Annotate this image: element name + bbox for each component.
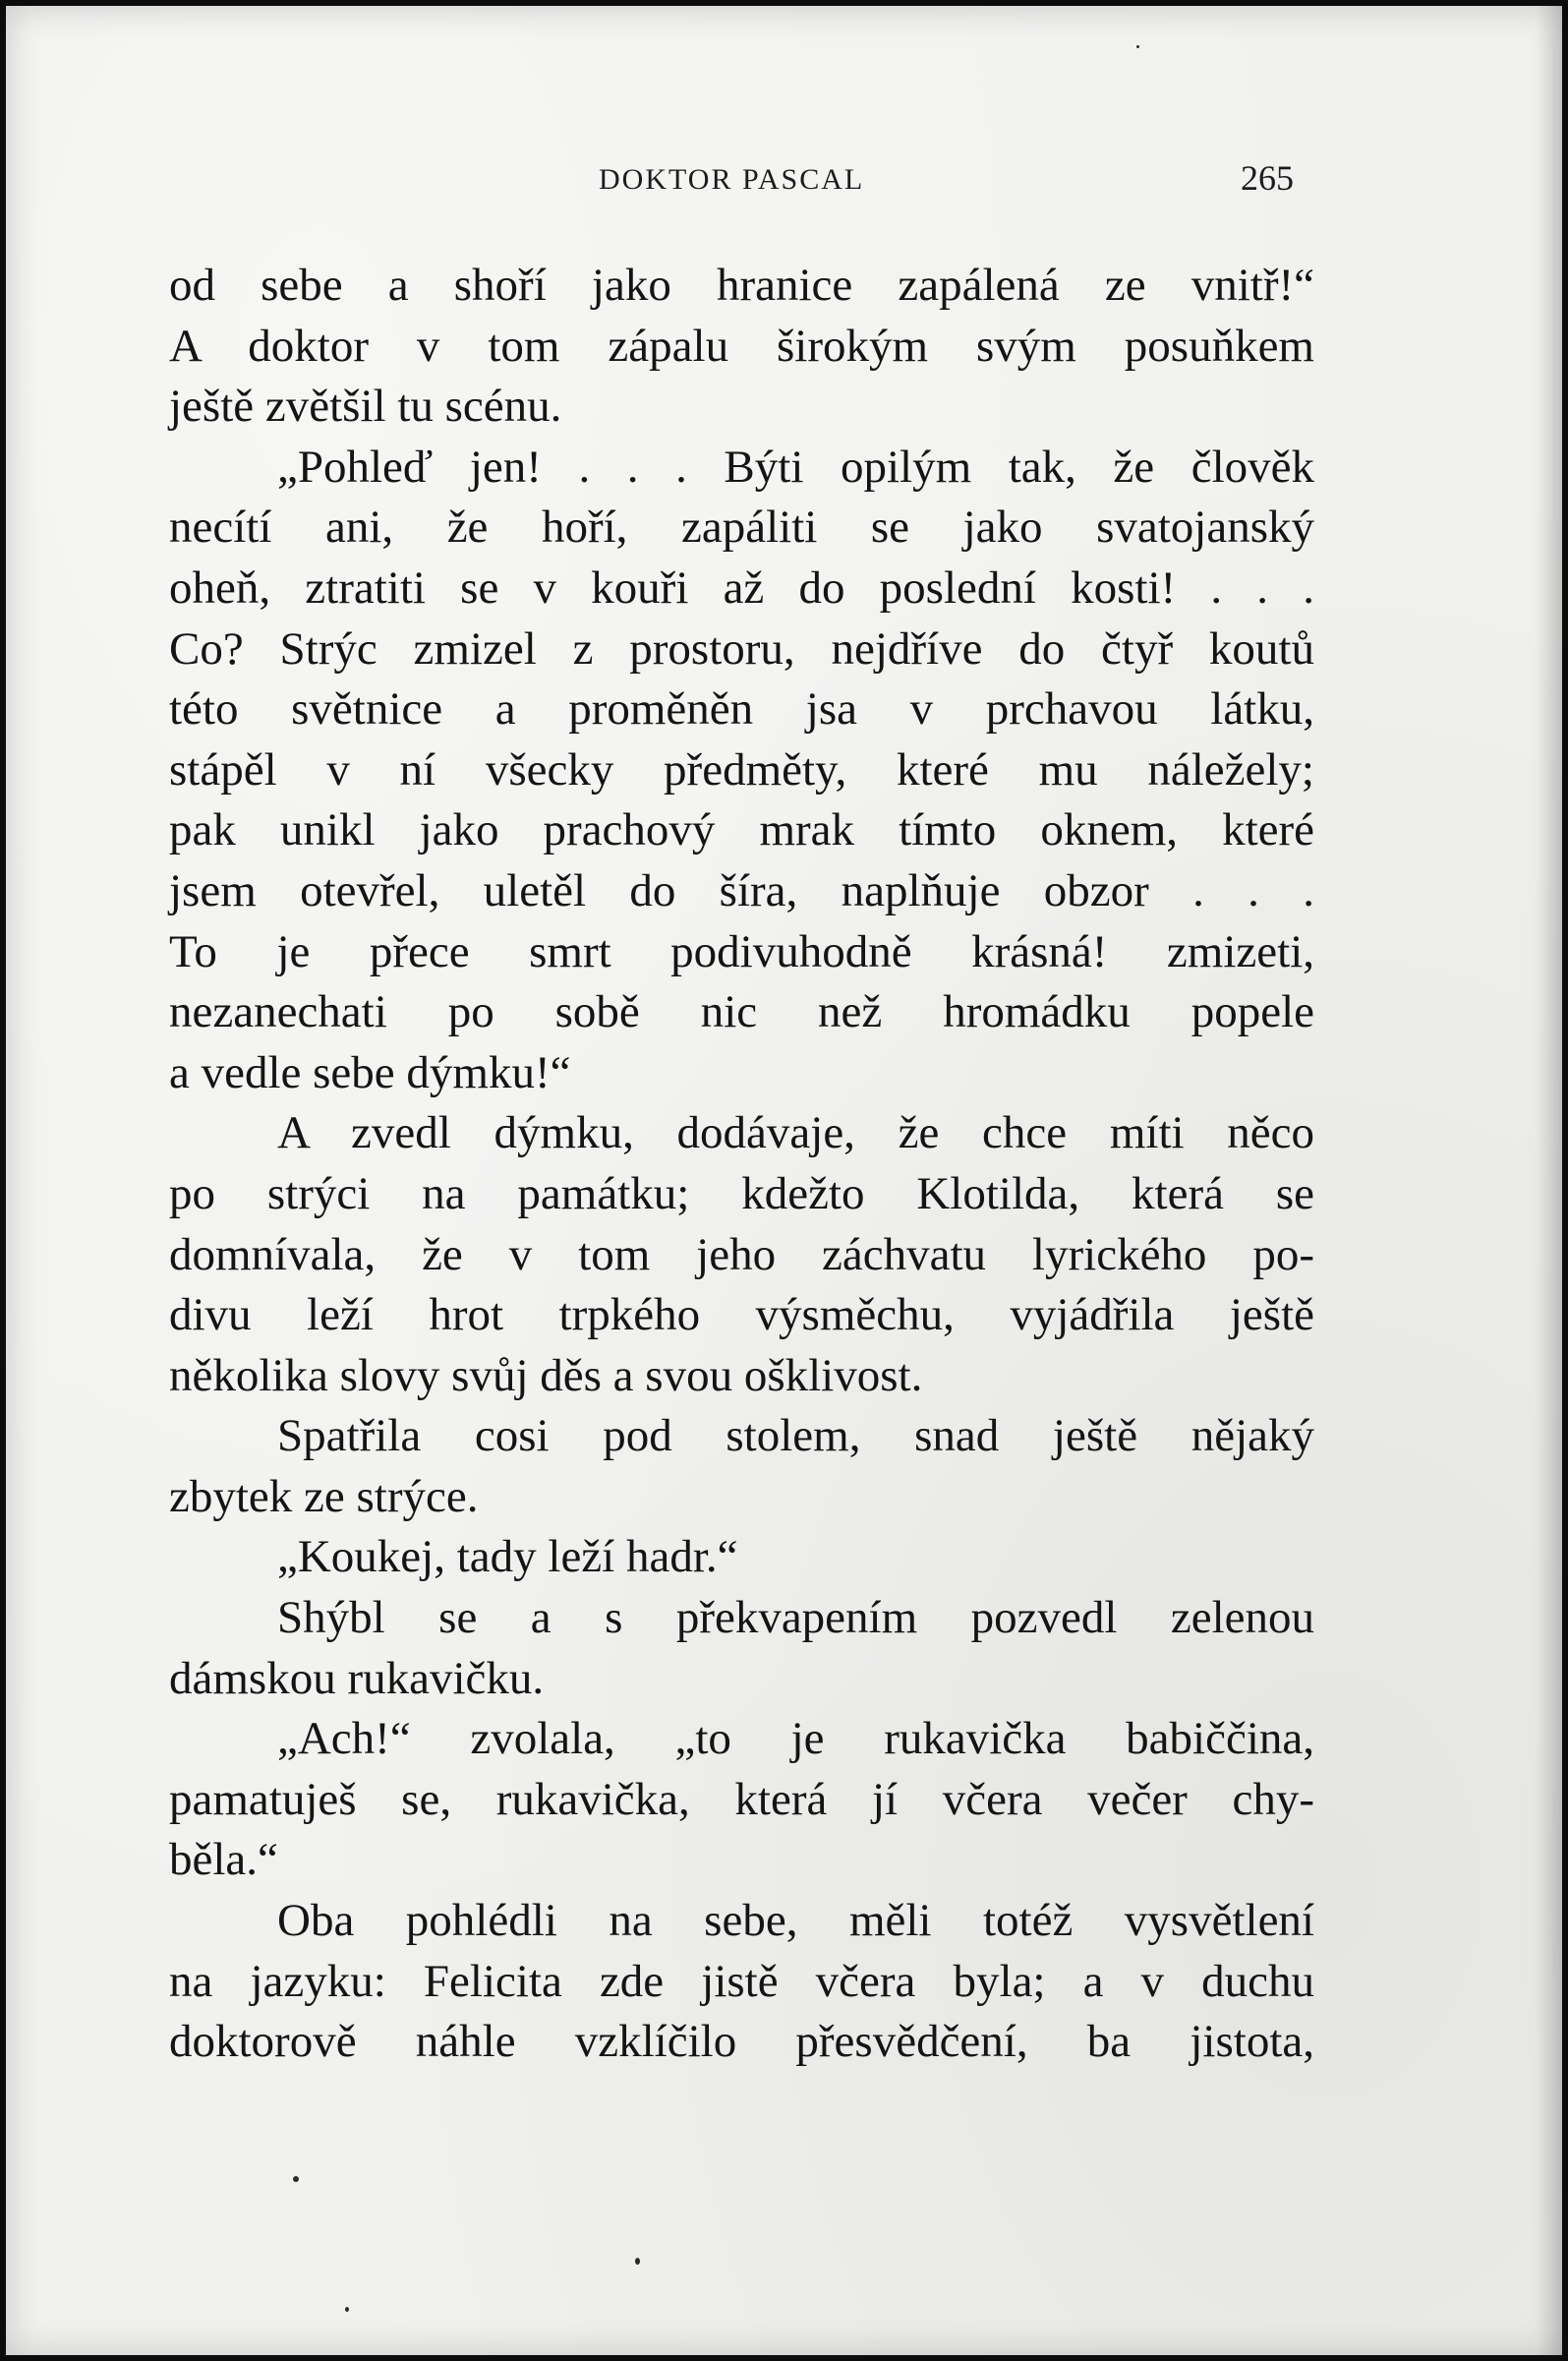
text-line: necítí ani, že hoří, zapáliti se jako svatojanský	[169, 502, 1314, 554]
text-line: „Koukej, tady leží hadr.“	[277, 1531, 738, 1583]
text-line: A doktor v tom zápalu širokým svým posuňkem	[169, 320, 1314, 372]
text-line: „Pohleď jen! . . . Býti opilým tak, že člověk	[277, 441, 1314, 493]
text-line: Shýbl se a s překvapením pozvedl zelenou	[277, 1592, 1314, 1644]
running-title: DOKTOR PASCAL	[599, 163, 865, 196]
text-line: zbytek ze strýce.	[169, 1470, 479, 1522]
print-speck	[1136, 45, 1139, 48]
text-line: pamatuješ se, rukavička, která jí včera večer chy-	[169, 1773, 1314, 1825]
text-line: nezanechati po sobě nic než hromádku popele	[169, 986, 1314, 1038]
text-line: dámskou rukavičku.	[169, 1652, 545, 1704]
text-line: a vedle sebe dýmku!“	[169, 1046, 571, 1098]
text-line: Spatřila cosi pod stolem, snad ještě nějaký	[277, 1410, 1314, 1462]
page-edge-shadow	[1537, 6, 1562, 2355]
text-line: běla.“	[169, 1834, 278, 1886]
print-speck	[635, 2258, 640, 2265]
text-line: po strýci na památku; kdežto Klotilda, která se	[169, 1167, 1314, 1219]
text-line: Co? Strýc zmizel z prostoru, nejdříve do čtyř koutů	[169, 622, 1314, 675]
text-line: několika slovy svůj děs a svou ošklivost.	[169, 1349, 923, 1401]
text-line: této světnice a proměněn jsa v prchavou látku,	[169, 683, 1314, 736]
text-line: oheň, ztratiti se v kouři až do poslední kosti! . . .	[169, 561, 1314, 614]
text-line: A zvedl dýmku, dodávaje, že chce míti něco	[277, 1107, 1314, 1159]
print-speck	[293, 2176, 299, 2182]
text-line: divu leží hrot trpkého výsměchu, vyjádřila ještě	[169, 1289, 1314, 1341]
text-line: ještě zvětšil tu scénu.	[169, 381, 562, 433]
text-line: Oba pohlédli na sebe, měli totéž vysvětlení	[277, 1895, 1314, 1947]
text-line: stápěl v ní všecky předměty, které mu náležely;	[169, 743, 1314, 796]
text-line: od sebe a shoří jako hranice zapálená ze vnitř!“	[169, 260, 1314, 311]
text-line: doktorově náhle vzklíčilo přesvědčení, ba jistota,	[169, 2016, 1314, 2068]
print-speck	[345, 2307, 349, 2312]
book-page	[6, 6, 1562, 2355]
text-line: „Ach!“ zvolala, „to je rukavička babiččina,	[277, 1713, 1314, 1765]
page-number: 265	[1241, 158, 1294, 198]
text-line: jsem otevřel, uletěl do šíra, naplňuje obzor . . .	[169, 864, 1314, 916]
text-line: domnívala, že v tom jeho záchvatu lyrického po-	[169, 1228, 1314, 1280]
page-header	[173, 157, 1294, 207]
text-line: To je přece smrt podivuhodně krásná! zmizeti,	[169, 925, 1314, 977]
body-text	[169, 256, 1314, 2073]
text-line: pak unikl jako prachový mrak tímto oknem, které	[169, 804, 1314, 856]
text-line: na jazyku: Felicita zde jistě včera byla; a v duchu	[169, 1955, 1314, 2007]
